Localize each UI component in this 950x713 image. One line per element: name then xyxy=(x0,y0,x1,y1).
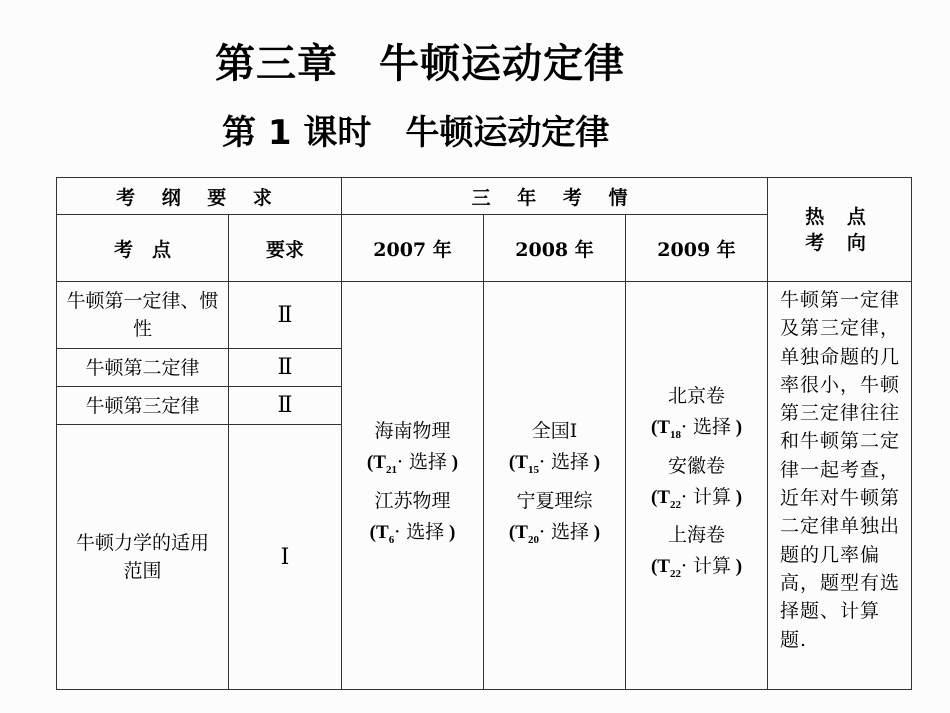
exams-2007 xyxy=(342,282,484,690)
col-header-requirement: 要求 xyxy=(229,215,342,282)
col-header-2007: 2007 年 xyxy=(342,215,484,282)
exams-2008 xyxy=(484,282,626,690)
col-header-2009: 2009 年 xyxy=(626,215,768,282)
exam-item: 安徽卷 ($T_{22}\cdot$ 计算 ) xyxy=(650,454,743,511)
header-hot-topics: 热 点 考 向 xyxy=(768,178,912,282)
exam-item: 宁夏理综 ($T_{20}\cdot$ 选择 ) xyxy=(508,489,601,546)
req-newton-third-law: Ⅱ xyxy=(229,387,342,425)
exams-2009 xyxy=(626,282,768,690)
page-subtitle: 第 1 课时 牛顿运动定律 xyxy=(222,113,610,153)
col-header-point: 考 点 xyxy=(57,215,229,282)
exam-item: 北京卷 ($T_{18}\cdot$ 选择 ) xyxy=(650,384,743,441)
exam-outline-table xyxy=(56,177,912,690)
header-three-years: 三 年 考 情 xyxy=(342,178,768,215)
exam-item: 上海卷 ($T_{22}\cdot$ 计算 ) xyxy=(650,524,743,581)
req-newton-second-law: Ⅱ xyxy=(229,349,342,387)
header-outline: 考 纲 要 求 xyxy=(57,178,342,215)
point-newton-third-law: 牛顿第三定律 xyxy=(57,387,229,425)
exam-item: 江苏物理 ($T_6\cdot$ 选择 ) xyxy=(369,489,456,546)
req-newton-mechanics-scope: Ⅰ xyxy=(229,425,342,690)
hot-topics-text: 牛顿第一定律及第三定律，单独命题的几率很小，牛顿第三定律往往和牛顿第二定律一起考查，近年对牛顿第二定律单独出题的几率偏高，题型有选择题、计算题. xyxy=(768,282,912,690)
req-newton-first-law: Ⅱ xyxy=(229,282,342,349)
exam-item: 全国Ⅰ ($T_{15}\cdot$ 选择 ) xyxy=(508,419,601,476)
point-newton-first-law: 牛顿第一定律、惯性 xyxy=(57,282,229,349)
point-newton-mechanics-scope: 牛顿力学的适用范围 xyxy=(57,425,229,690)
col-header-2008: 2008 年 xyxy=(484,215,626,282)
exam-item: 海南物理 ($T_{21}\cdot$ 选择 ) xyxy=(366,419,459,476)
point-newton-second-law: 牛顿第二定律 xyxy=(57,349,229,387)
page-title: 第三章 牛顿运动定律 xyxy=(215,41,625,87)
